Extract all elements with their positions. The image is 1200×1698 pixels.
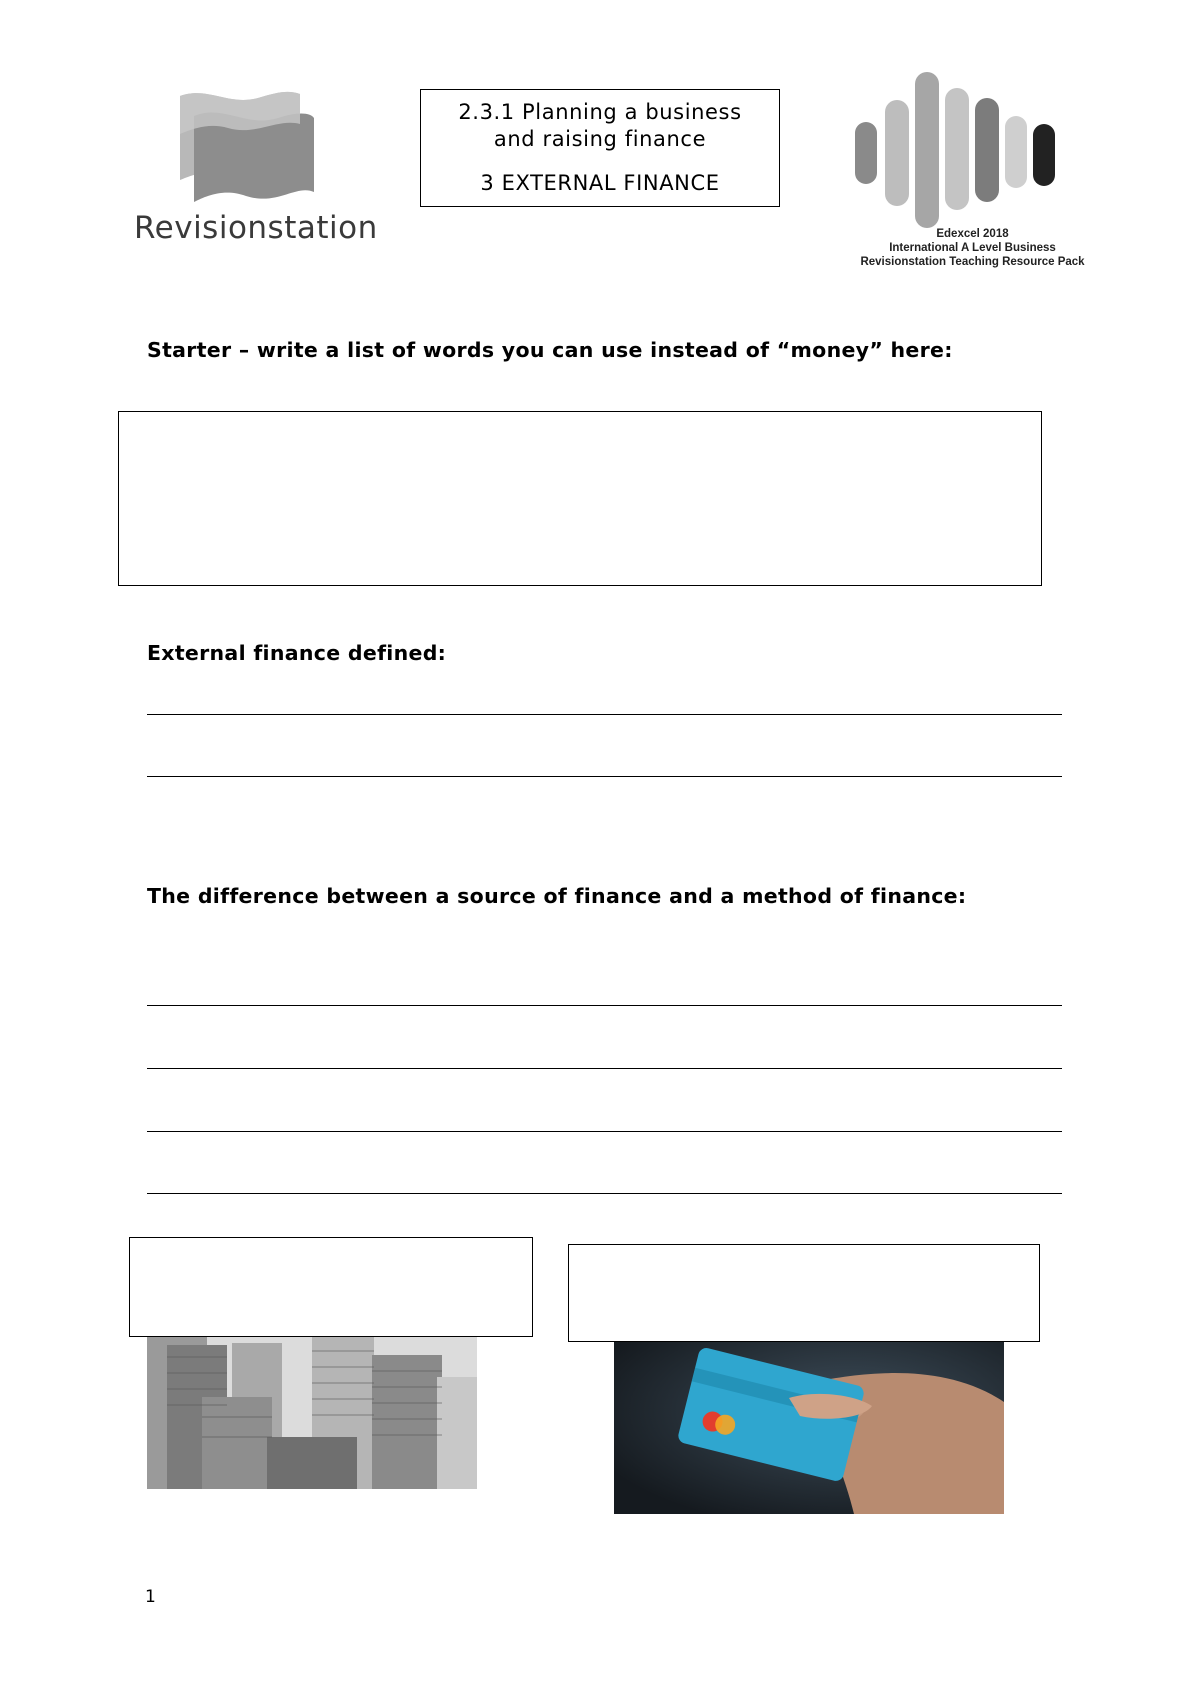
starter-heading: Starter – write a list of words you can use instead of “money” here: — [147, 338, 953, 362]
edexcel-caption-2: International A Level Business — [889, 242, 1056, 254]
credit-card-hand-image — [614, 1342, 1004, 1514]
answer-line[interactable] — [147, 1131, 1062, 1132]
page-number: 1 — [145, 1587, 156, 1607]
edexcel-logo — [845, 70, 1100, 275]
wave-flag-icon — [128, 84, 378, 209]
subtitle: 3 EXTERNAL FINANCE — [480, 171, 720, 195]
method-answer-box[interactable] — [568, 1244, 1040, 1342]
title-line-2: and raising finance — [493, 127, 707, 151]
source-answer-box[interactable] — [129, 1237, 533, 1337]
title-line-1: 2.3.1 Planning a business — [458, 100, 742, 124]
answer-line[interactable] — [147, 1193, 1062, 1194]
external-finance-heading: External finance defined: — [147, 641, 447, 665]
title-box — [420, 89, 780, 207]
office-buildings-image — [147, 1337, 477, 1489]
answer-line[interactable] — [147, 1005, 1062, 1006]
edexcel-caption-3: Revisionstation Teaching Resource Pack — [860, 256, 1085, 268]
starter-answer-box[interactable] — [118, 411, 1042, 586]
revisionstation-wordmark: Revisionstation — [134, 210, 378, 246]
answer-line[interactable] — [147, 776, 1062, 777]
answer-line[interactable] — [147, 714, 1062, 715]
revisionstation-logo — [128, 84, 378, 254]
edexcel-caption-1: Edexcel 2018 — [936, 228, 1009, 240]
sound-bars-icon — [845, 70, 1100, 230]
difference-heading: The difference between a source of finance and a method of finance: — [147, 884, 967, 908]
answer-line[interactable] — [147, 1068, 1062, 1069]
